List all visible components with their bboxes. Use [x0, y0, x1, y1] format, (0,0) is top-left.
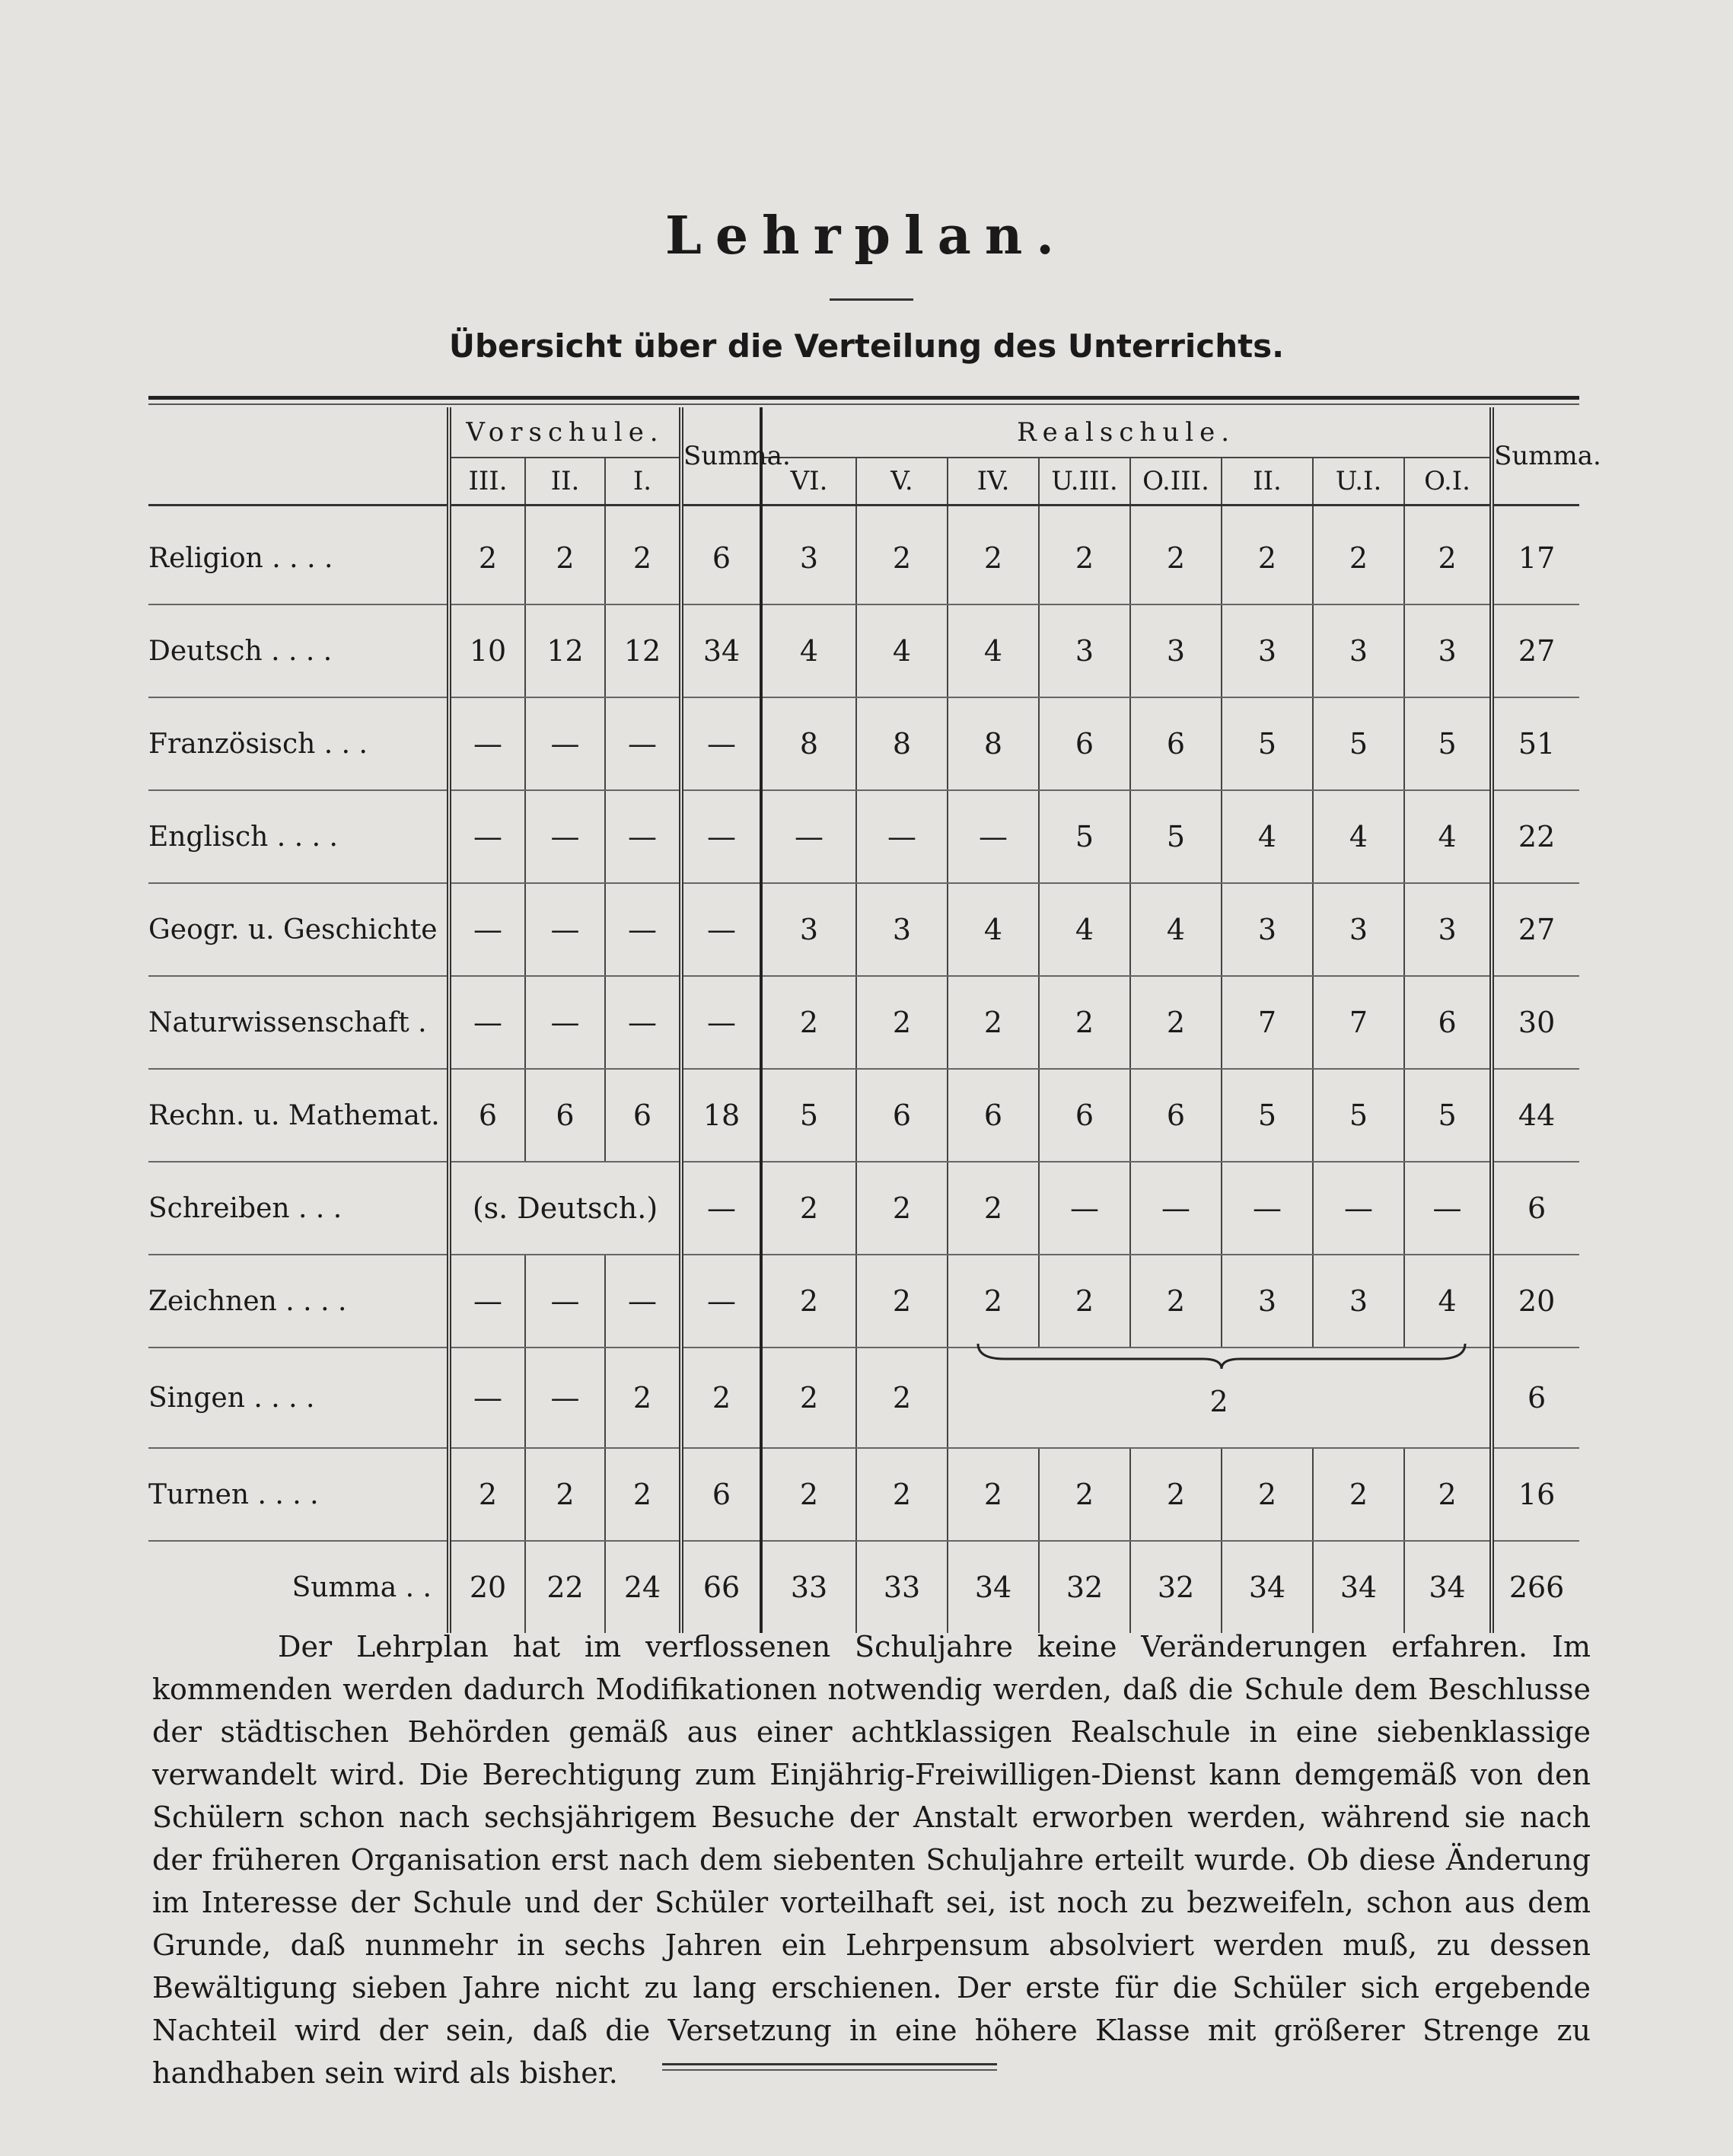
cell: — [449, 976, 525, 1069]
cell: 6 [605, 1069, 681, 1162]
cell: — [948, 790, 1039, 883]
cell: 16 [1492, 1448, 1579, 1541]
cell: 34 [1313, 1541, 1404, 1633]
table-row [148, 1162, 1579, 1255]
cell: 8 [948, 697, 1039, 790]
cell: — [761, 790, 856, 883]
table-row [148, 512, 1579, 604]
cell: 2 [1222, 1448, 1313, 1541]
cell: 2 [1313, 1448, 1404, 1541]
class-header: V. [856, 458, 948, 506]
cell: 2 [449, 512, 525, 604]
cell: 5 [761, 1069, 856, 1162]
cell: 5 [1313, 697, 1404, 790]
cell: 2 [1222, 512, 1313, 604]
cell: 2 [1039, 1448, 1130, 1541]
cell: 5 [1313, 1069, 1404, 1162]
cell: 2 [761, 1348, 856, 1448]
cell: — [681, 697, 761, 790]
cell: — [856, 790, 948, 883]
merged-singen-cell: 2 [948, 1348, 1492, 1448]
class-header: O.I. [1404, 458, 1492, 506]
cell: 6 [1492, 1162, 1579, 1255]
cell: 6 [1039, 697, 1130, 790]
cell: 2 [761, 1255, 856, 1348]
table-row [148, 1069, 1579, 1162]
cell: — [681, 790, 761, 883]
cell: 8 [761, 697, 856, 790]
cell: 5 [1222, 1069, 1313, 1162]
cell: — [681, 883, 761, 976]
class-header: IV. [948, 458, 1039, 506]
cell: 6 [525, 1069, 605, 1162]
row-subject: Rechn. u. Mathemat. [148, 1069, 449, 1162]
cell: 2 [1130, 1448, 1222, 1541]
cell: 2 [761, 1448, 856, 1541]
cell: 5 [1130, 790, 1222, 883]
cell: 34 [681, 604, 761, 697]
table-row [148, 697, 1579, 790]
class-header: U.I. [1313, 458, 1404, 506]
cell: 2 [605, 1448, 681, 1541]
row-subject: Geogr. u. Geschichte [148, 883, 449, 976]
table-row [148, 883, 1579, 976]
cell: 5 [1222, 697, 1313, 790]
cell: — [449, 697, 525, 790]
cell: — [1039, 1162, 1130, 1255]
cell: 32 [1039, 1541, 1130, 1633]
cell: 4 [1222, 790, 1313, 883]
cell: 33 [761, 1541, 856, 1633]
cell: — [525, 1348, 605, 1448]
header-vorschule: Vorschule. [449, 407, 681, 458]
cell: 4 [948, 604, 1039, 697]
cell: 27 [1492, 883, 1579, 976]
cell: 2 [948, 1448, 1039, 1541]
cell: — [605, 697, 681, 790]
cell: 2 [761, 976, 856, 1069]
table-row [148, 1448, 1579, 1541]
cell: 2 [1130, 976, 1222, 1069]
row-subject: Schreiben . . . [148, 1162, 449, 1255]
cell: 7 [1222, 976, 1313, 1069]
cell: — [525, 697, 605, 790]
cell: 3 [1039, 604, 1130, 697]
cell: 6 [1492, 1348, 1579, 1448]
table-row [148, 976, 1579, 1069]
cell: 2 [856, 1448, 948, 1541]
cell: 4 [1039, 883, 1130, 976]
cell: 2 [1130, 1255, 1222, 1348]
cell: 5 [1404, 697, 1492, 790]
cell: 32 [1130, 1541, 1222, 1633]
cell: — [605, 883, 681, 976]
class-header: VI. [761, 458, 856, 506]
cell: 3 [761, 512, 856, 604]
title-rule [830, 298, 913, 301]
cell: 22 [1492, 790, 1579, 883]
cell: — [449, 790, 525, 883]
row-subject: Singen . . . . [148, 1348, 449, 1448]
cell: — [681, 976, 761, 1069]
row-subject: Deutsch . . . . [148, 604, 449, 697]
row-subject: Englisch . . . . [148, 790, 449, 883]
cell: 2 [1039, 976, 1130, 1069]
cell: 12 [605, 604, 681, 697]
header-empty [148, 407, 449, 506]
cell: 20 [1492, 1255, 1579, 1348]
cell: — [449, 1348, 525, 1448]
cell: — [1222, 1162, 1313, 1255]
cell: 12 [525, 604, 605, 697]
cell: 5 [1404, 1069, 1492, 1162]
cell: — [605, 1255, 681, 1348]
top-rule [148, 396, 1579, 400]
cell: 7 [1313, 976, 1404, 1069]
cell: 6 [681, 1448, 761, 1541]
cell: 10 [449, 604, 525, 697]
cell: 3 [1313, 604, 1404, 697]
cell: 2 [525, 1448, 605, 1541]
cell: 6 [1039, 1069, 1130, 1162]
header-summa-vorschule: Summa. [681, 407, 761, 506]
cell: 6 [681, 512, 761, 604]
cell: 8 [856, 697, 948, 790]
header-realschule: Realschule. [761, 407, 1492, 458]
cell: — [681, 1162, 761, 1255]
cell: — [449, 1255, 525, 1348]
row-subject: Turnen . . . . [148, 1448, 449, 1541]
page-subtitle: Übersicht über die Verteilung des Unterrichts. [448, 327, 1285, 365]
cell: 6 [449, 1069, 525, 1162]
top-rule-thin [148, 403, 1579, 405]
class-header: II. [1222, 458, 1313, 506]
page-title: Lehrplan. [665, 206, 1068, 266]
cell: 2 [761, 1162, 856, 1255]
cell: — [1313, 1162, 1404, 1255]
cell: 266 [1492, 1541, 1579, 1633]
class-header: II. [525, 458, 605, 506]
cell: 2 [948, 1255, 1039, 1348]
cell: — [525, 790, 605, 883]
bottom-rule [662, 2063, 997, 2065]
cell: — [525, 976, 605, 1069]
cell: 6 [1404, 976, 1492, 1069]
cell: 4 [856, 604, 948, 697]
cell: 2 [681, 1348, 761, 1448]
cell: 2 [1039, 512, 1130, 604]
cell: 6 [1130, 1069, 1222, 1162]
row-subject: Summa . . [291, 1571, 432, 1603]
cell: — [449, 883, 525, 976]
cell: — [605, 790, 681, 883]
row-subject: Französisch . . . [148, 697, 449, 790]
cell: 4 [1130, 883, 1222, 976]
cell: 2 [856, 512, 948, 604]
cell: — [681, 1255, 761, 1348]
cell: 44 [1492, 1069, 1579, 1162]
cell: 2 [948, 976, 1039, 1069]
table-row-summa [148, 1541, 1579, 1633]
cell: 22 [525, 1541, 605, 1633]
bottom-rule-thin [662, 2069, 997, 2071]
cell: 3 [1404, 604, 1492, 697]
cell: 2 [1130, 512, 1222, 604]
class-header: I. [605, 458, 681, 506]
cell: 6 [948, 1069, 1039, 1162]
cell: 6 [856, 1069, 948, 1162]
cell: 4 [948, 883, 1039, 976]
cell: 3 [1222, 883, 1313, 976]
class-header: O.III. [1130, 458, 1222, 506]
cell: 4 [1313, 790, 1404, 883]
cell: 3 [1404, 883, 1492, 976]
table-row [148, 604, 1579, 697]
table-row [148, 790, 1579, 883]
cell: 2 [1313, 512, 1404, 604]
cell: 34 [1222, 1541, 1313, 1633]
row-subject: Zeichnen . . . . [148, 1255, 449, 1348]
class-header: III. [449, 458, 525, 506]
class-header: U.III. [1039, 458, 1130, 506]
cell: — [1404, 1162, 1492, 1255]
cell: 20 [449, 1541, 525, 1633]
cell: 4 [1404, 1255, 1492, 1348]
cell: 18 [681, 1069, 761, 1162]
row-subject: Naturwissenschaft . [148, 976, 449, 1069]
cell: 4 [761, 604, 856, 697]
vorschule-note: (s. Deutsch.) [449, 1162, 681, 1255]
cell: 30 [1492, 976, 1579, 1069]
cell: 33 [856, 1541, 948, 1633]
cell: — [525, 1255, 605, 1348]
cell: 2 [449, 1448, 525, 1541]
cell: 3 [1130, 604, 1222, 697]
cell: 3 [1222, 604, 1313, 697]
cell: 3 [1313, 883, 1404, 976]
cell: 51 [1492, 697, 1579, 790]
body-paragraph: Der Lehrplan hat im verflossenen Schuljahre keine Veränderungen erfahren. Im kommenden werden dadurch Modifikationen notwendig werden, daß die Schule dem Beschlusse der städtischen Behörden gemäß aus einer achtklassigen Realschule in eine siebenklassige verwandelt wird. Die Berechtigung zum Einjährig-Freiwilligen-Dienst kann demgemäß von den Schülern schon nach sechsjährigem Besuche der Anstalt erworben werden, während sie nach der früheren Organisation erst nach dem siebenten Schuljahre erteilt wurde. Ob diese Änderung im Interesse der Schule und der Schüler vorteilhaft sei, ist noch zu bezweifeln, schon aus dem Grunde, daß nunmehr in sechs Jahren ein Lehrpensum absolviert werden muß, zu dessen Bewältigung sieben Jahre nicht zu lang erschienen. Der erste für die Schüler sich ergebende Nachteil wird der sein, daß die Versetzung in eine höhere Klasse mit größerer Strenge zu handhaben sein wird als bisher. [152, 1630, 1591, 2090]
cell: 2 [856, 1348, 948, 1448]
cell: — [525, 883, 605, 976]
cell: 24 [605, 1541, 681, 1633]
cell: 34 [948, 1541, 1039, 1633]
cell: 2 [948, 1162, 1039, 1255]
cell: — [1130, 1162, 1222, 1255]
cell: 17 [1492, 512, 1579, 604]
cell: 2 [856, 1255, 948, 1348]
cell: 34 [1404, 1541, 1492, 1633]
cell: 2 [1404, 512, 1492, 604]
cell: — [605, 976, 681, 1069]
table-row [148, 1255, 1579, 1348]
cell: 2 [1404, 1448, 1492, 1541]
brace-icon [974, 1340, 1469, 1370]
cell: 2 [948, 512, 1039, 604]
cell: 3 [856, 883, 948, 976]
cell: 3 [1313, 1255, 1404, 1348]
header-summa-total: Summa. [1492, 407, 1579, 506]
cell: 66 [681, 1541, 761, 1633]
cell: 5 [1039, 790, 1130, 883]
cell: 2 [856, 1162, 948, 1255]
cell: 2 [525, 512, 605, 604]
cell: 2 [605, 1348, 681, 1448]
cell: 4 [1404, 790, 1492, 883]
cell: 3 [761, 883, 856, 976]
cell: 6 [1130, 697, 1222, 790]
cell: 27 [1492, 604, 1579, 697]
cell: 2 [1039, 1255, 1130, 1348]
cell: 2 [605, 512, 681, 604]
cell: 3 [1222, 1255, 1313, 1348]
cell: 2 [856, 976, 948, 1069]
row-subject: Religion . . . . [148, 512, 449, 604]
lehrplan-table [148, 407, 1601, 1633]
